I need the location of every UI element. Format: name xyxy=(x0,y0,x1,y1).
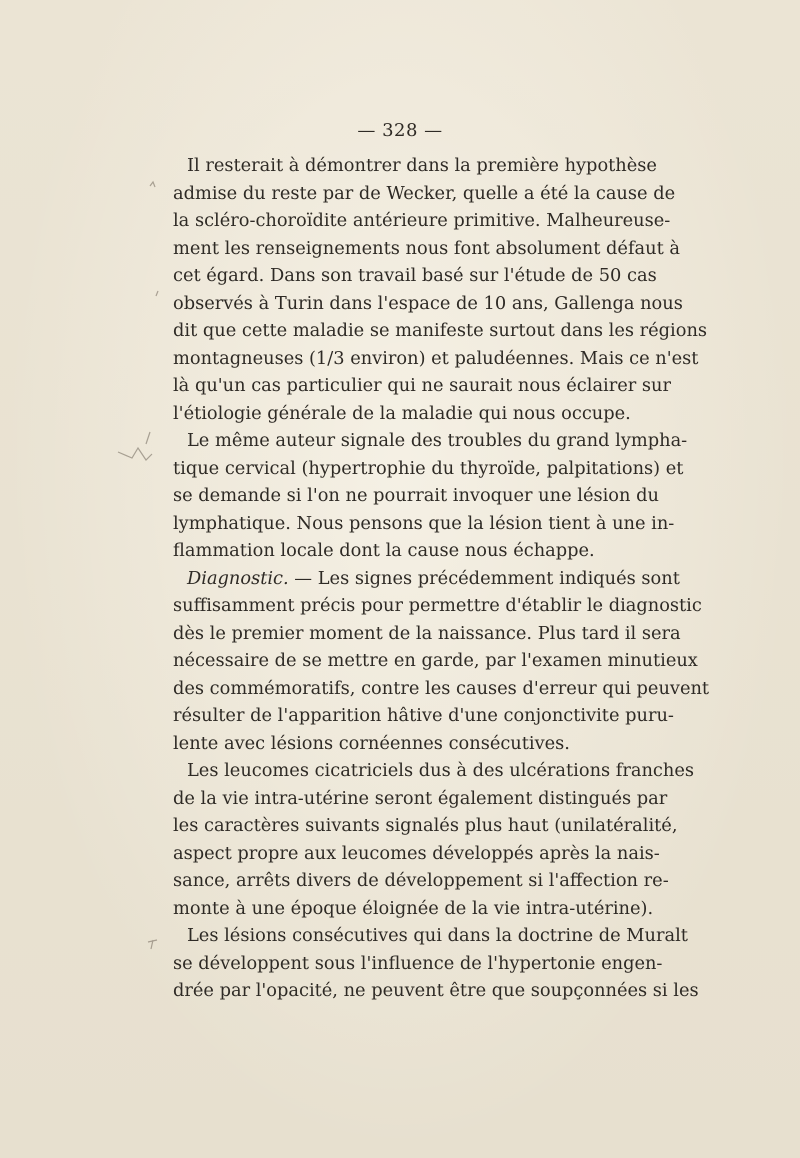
text-line: drée par l'opacité, ne peuvent être que soupçonnées si les xyxy=(173,980,699,1001)
text-line: observés à Turin dans l'espace de 10 ans, Gallenga nous xyxy=(173,292,683,314)
text-line: nécessaire de se mettre en garde, par l'examen minutieux xyxy=(173,650,698,671)
text-line: suffisamment précis pour permettre d'établir le diagnostic xyxy=(173,595,702,616)
text-line: Il resterait à démontrer dans la première hypothèse xyxy=(187,155,657,176)
paragraph-diagnostic xyxy=(173,565,710,758)
text-line: les caractères suivants signalés plus haut (unilatéralité, xyxy=(173,815,678,836)
body-text xyxy=(173,152,710,1005)
text-line: dit que cette maladie se manifeste surtout dans les régions xyxy=(173,320,708,341)
paragraph-5 xyxy=(173,922,699,1005)
text-line: ment les renseignements nous font absolument défaut à xyxy=(173,237,680,259)
text-fragment: — Les signes précédemment indiqués sont xyxy=(288,567,680,589)
section-heading-diagnostic: Diagnostic. xyxy=(187,567,289,589)
text-line: sance, arrêts divers de développement si l'affection re- xyxy=(173,870,669,891)
text-line: monte à une époque éloignée de la vie intra-utérine). xyxy=(173,897,654,919)
text-line: Le même auteur signale des troubles du grand lympha- xyxy=(187,430,688,451)
text-line: résulter de l'apparition hâtive d'une conjonctivite puru- xyxy=(173,705,674,726)
text-line: de la vie intra-utérine seront également distingués par xyxy=(173,787,668,809)
text-line: lymphatique. Nous pensons que la lésion tient à une in- xyxy=(173,512,675,534)
text-line: se demande si l'on ne pourrait invoquer une lésion du xyxy=(173,485,659,506)
page-number: — 328 — xyxy=(357,120,443,141)
text-line: Les leucomes cicatriciels dus à des ulcérations franches xyxy=(187,760,694,781)
text-line: montagneuses (1/3 environ) et paludéennes. Mais ce n'est xyxy=(173,347,699,369)
text-line: cet égard. Dans son travail basé sur l'étude de 50 cas xyxy=(173,265,657,286)
text-line: lente avec lésions cornéennes consécutives. xyxy=(173,732,570,754)
text-line: flammation locale dont la cause nous échappe. xyxy=(173,540,595,561)
text-line: des commémoratifs, contre les causes d'erreur qui peuvent xyxy=(173,677,710,699)
text-line: là qu'un cas particulier qui ne saurait nous éclairer sur xyxy=(173,375,671,396)
text-line: se développent sous l'influence de l'hypertonie engen- xyxy=(173,952,663,974)
text-line: tique cervical (hypertrophie du thyroïde, palpitations) et xyxy=(173,457,684,479)
text-line: aspect propre aux leucomes développés après la nais- xyxy=(173,842,660,864)
text-line: admise du reste par de Wecker, quelle a été la cause de xyxy=(173,182,676,204)
text-line: Les lésions consécutives qui dans la doctrine de Muralt xyxy=(187,925,688,946)
text-line-diagnostic-heading xyxy=(173,565,680,593)
text-line: l'étiologie générale de la maladie qui nous occupe. xyxy=(173,402,631,424)
paragraph-1 xyxy=(173,152,708,427)
paragraph-4 xyxy=(173,757,694,922)
text-line: la scléro-choroïdite antérieure primitive. Malheureuse- xyxy=(173,210,671,231)
paragraph-2 xyxy=(173,427,688,565)
text-line: dès le premier moment de la naissance. Plus tard il sera xyxy=(173,622,681,644)
